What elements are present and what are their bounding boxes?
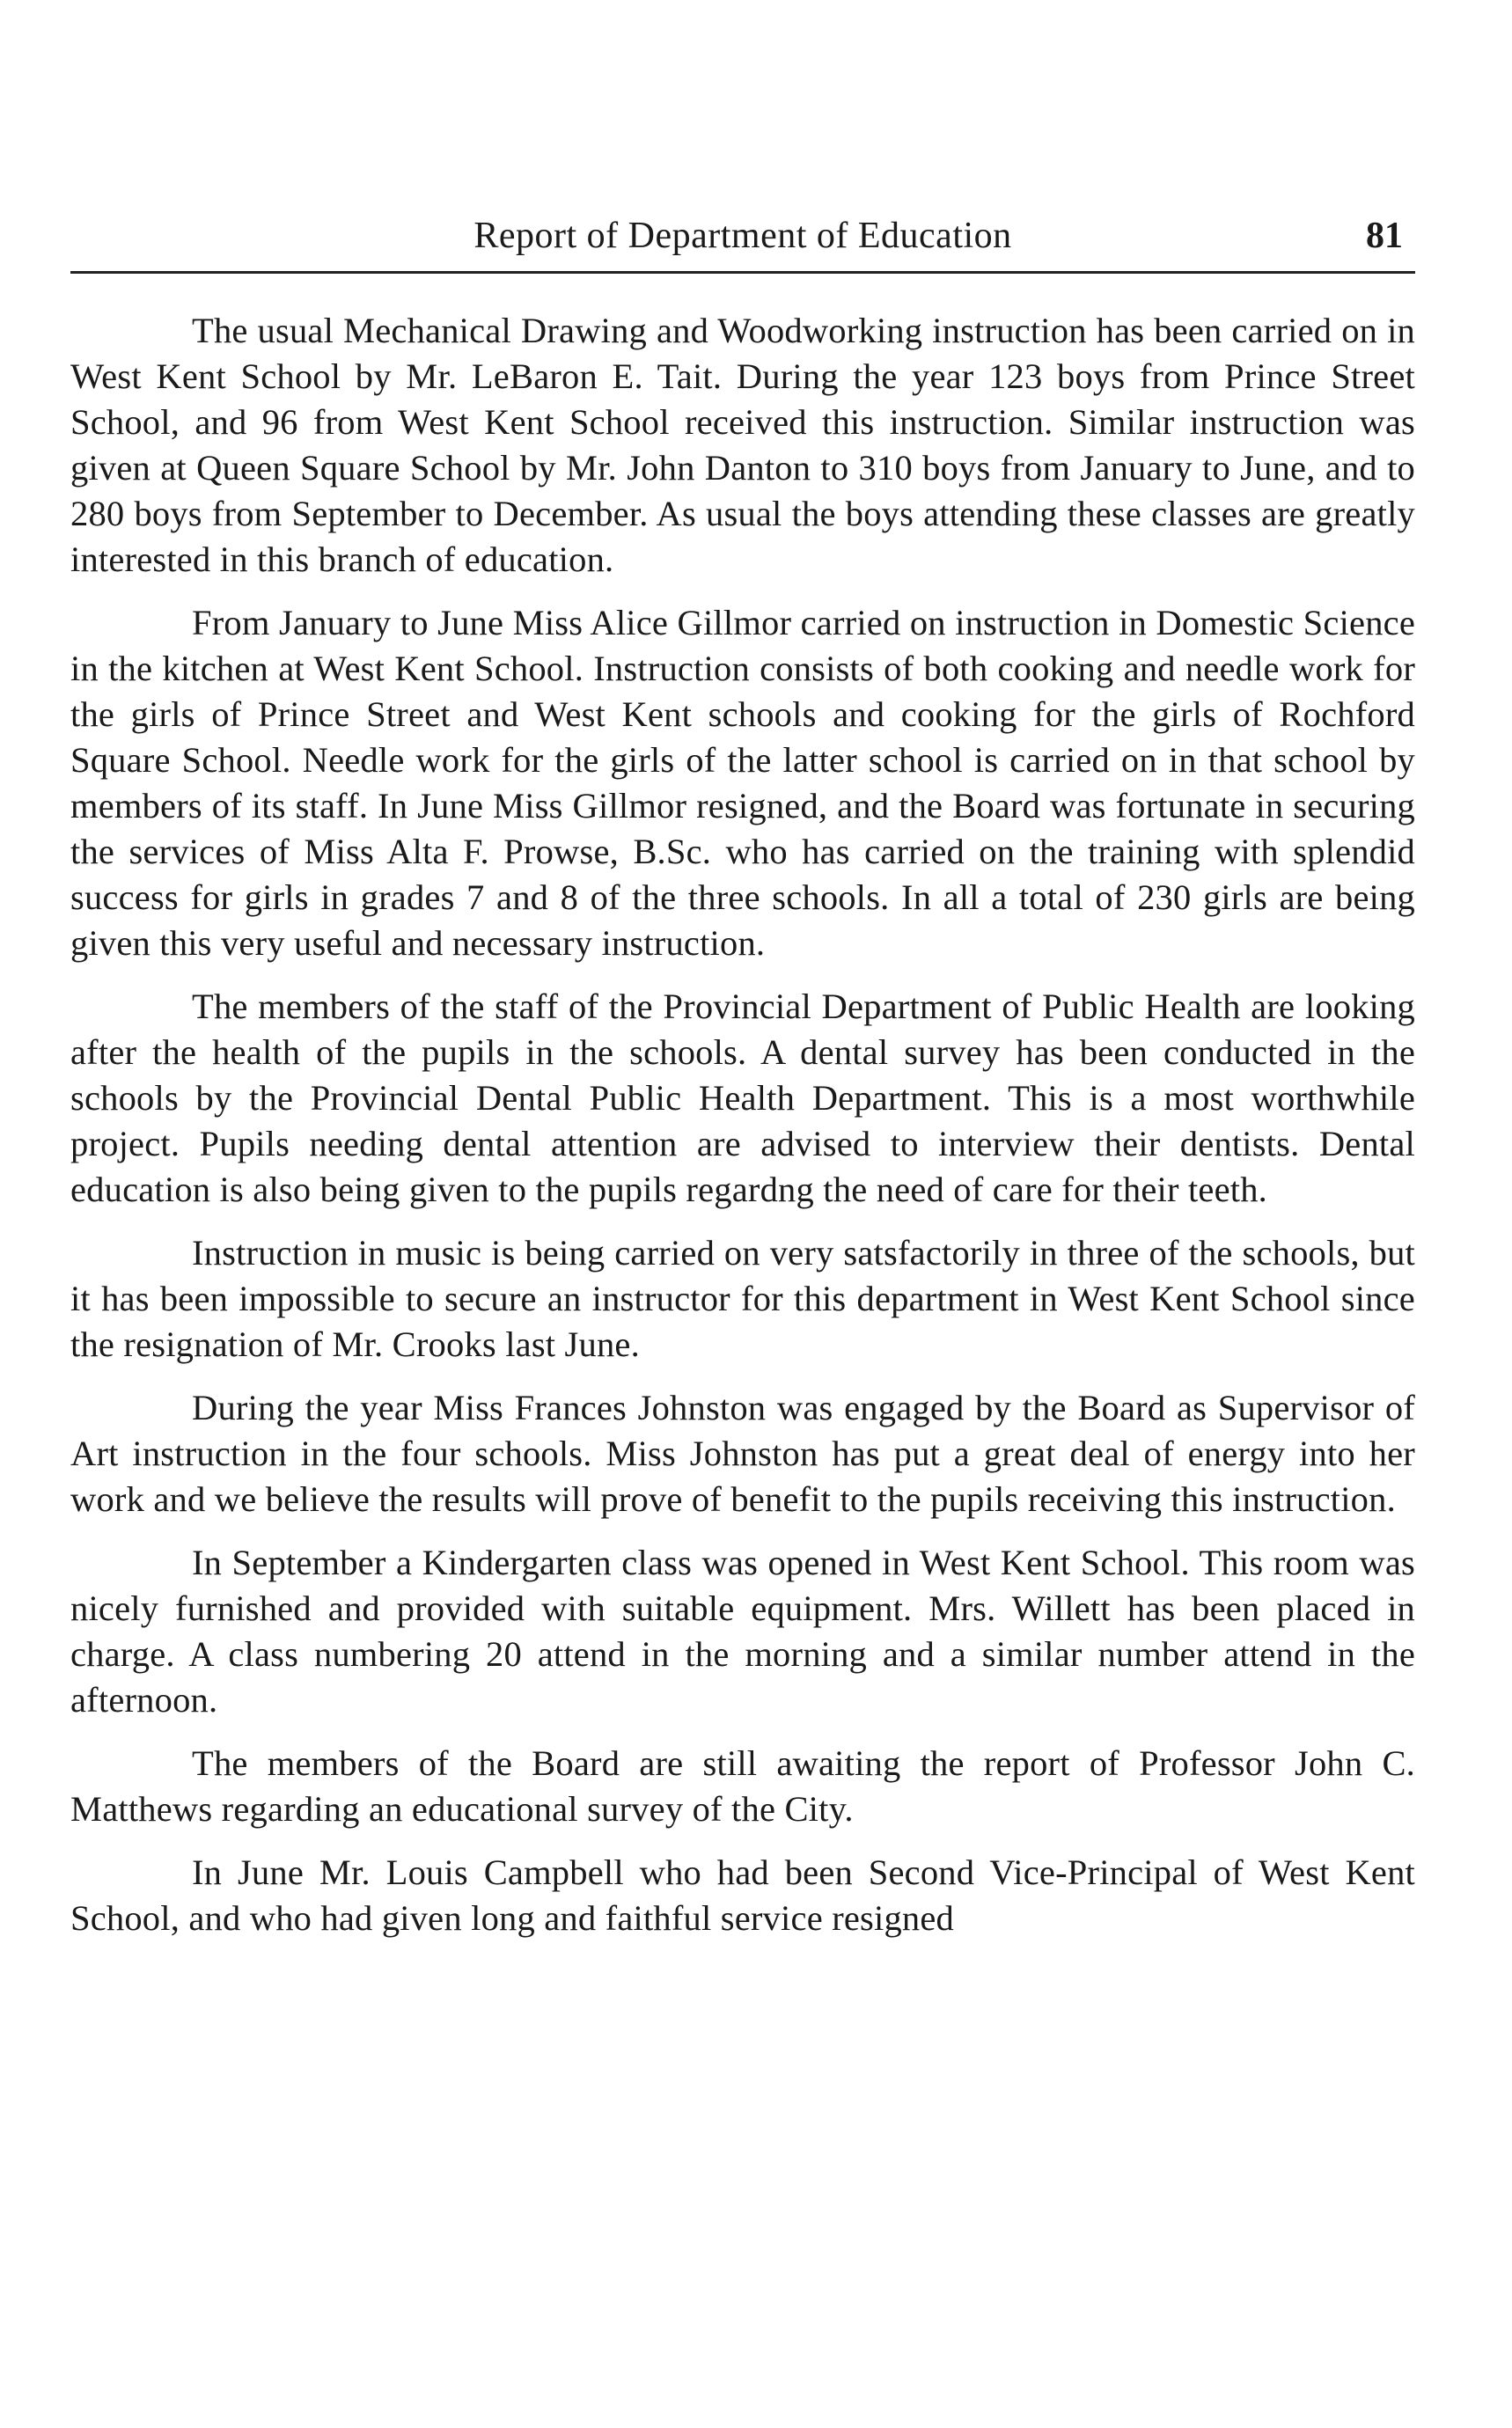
running-title: Report of Department of Education <box>473 216 1012 256</box>
running-head <box>70 209 1415 262</box>
paragraph-domestic-science: From January to June Miss Alice Gillmor carried on instruction in Domestic Science in the kitchen at West Kent School. Instruction consists of both cooking and needle work for the girls of Prince Street and West Kent schools and cooking for the girls of Rochford Square School. Needle work for the girls of the latter school is carried on in that school by members of its staff. In June Miss Gillmor resigned, and the Board was fortunate in securing the services of Miss Alta F. Prowse, B.Sc. who has carried on the training with splendid success for girls in grades 7 and 8 of the three schools. In all a total of 230 girls are being given this very useful and necessary instruction. <box>70 603 1415 963</box>
paragraph-music-instruction: Instruction in music is being carried on very satsfactorily in three of the schools, but it has been impossible to secure an instructor for this department in West Kent School since the resignation of Mr. Crooks last June. <box>70 1233 1415 1364</box>
paragraph-mechanical-drawing: The usual Mechanical Drawing and Woodworking instruction has been carried on in West Kent School by Mr. LeBaron E. Tait. During the year 123 boys from Prince Street School, and 96 from West Kent School received this instruction. Similar instruction was given at Queen Square School by Mr. John Danton to 310 boys from January to June, and to 280 boys from September to December. As usual the boys attending these classes are greatly interested in this branch of education. <box>70 311 1415 579</box>
paragraph-art-supervisor: During the year Miss Frances Johnston was engaged by the Board as Supervisor of Art instruction in the four schools. Miss Johnston has put a great deal of energy into her work and we believe the results will prove of benefit to the pupils receiving this instruction. <box>70 1388 1415 1519</box>
body-text <box>70 308 1415 1959</box>
page-number: 81 <box>1366 216 1403 256</box>
paragraph-resignation: In June Mr. Louis Campbell who had been Second Vice-Principal of West Kent School, and who had given long and faithful service resigned <box>70 1852 1415 1938</box>
paragraph-public-health: The members of the staff of the Provincial Department of Public Health are looking after the health of the pupils in the schools. A dental survey has been conducted in the schools by the Provincial Dental Public Health Department. This is a most worthwhile project. Pupils needing dental attention are advised to interview their dentists. Dental education is also being given to the pupils regardng the need of care for their teeth. <box>70 987 1415 1209</box>
paragraph-educational-survey: The members of the Board are still awaiting the report of Professor John C. Matthews regarding an educational survey of the City. <box>70 1743 1415 1829</box>
header-rule <box>70 271 1415 274</box>
paragraph-kindergarten: In September a Kindergarten class was opened in West Kent School. This room was nicely furnished and provided with suitable equipment. Mrs. Willett has been placed in charge. A class numbering 20 attend in the morning and a similar number attend in the afternoon. <box>70 1543 1415 1720</box>
